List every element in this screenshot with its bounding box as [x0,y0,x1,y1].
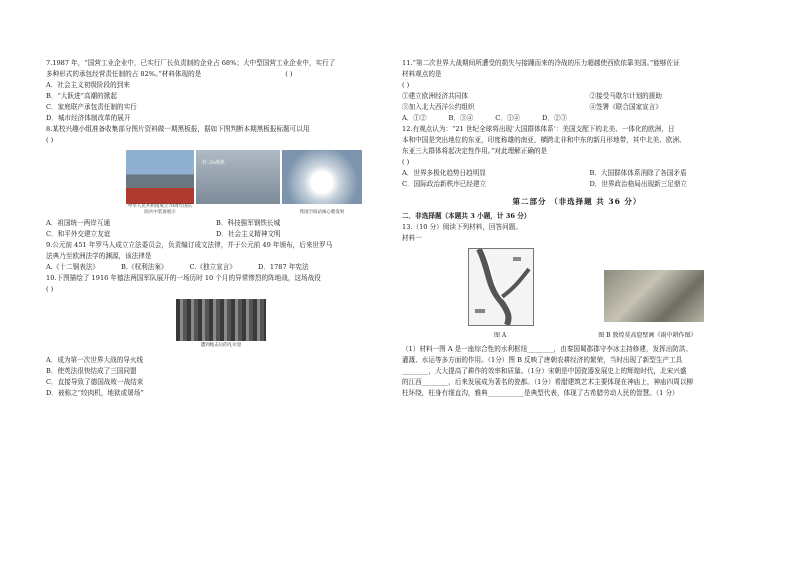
verdun-caption: 遭到炮击后的凡尔登 [200,343,242,348]
q13-text-line4: 的江西________，后来发展成为著名的瓷都。（1分）希腊建筑艺术主要体现在神庙上，神庙四周以柳 [402,378,694,386]
q8-option-c[interactable]: C．和平外交建立友谊 [46,230,111,238]
q10-option-a[interactable]: A．成为第一次世界大战的导火线 [46,356,144,364]
q11-item-3: ③加入北大西洋公约组织 [402,103,475,111]
fighter-jet-image [196,150,280,204]
q7-paren: ( ) [285,70,293,78]
q13-figure-captions [402,330,752,341]
q8-option-b[interactable]: B．科技强军钢铁长城 [216,219,281,227]
q10-stem: 10.下图描绘了 1916 年德法两国军队展开的一场历时 10 个月的异常惨烈的阵地战，这场战役 [46,274,321,282]
part2-subtitle: 二．非选择题（本题共 3 小题，计 36 分） [402,212,531,220]
q12-option-d[interactable]: D．世界政治格局出现新三足鼎立 [589,180,688,188]
q8-stem: 8.某校兴趣小组准备收集部分图片资料做一期黑板报，据如下图判断本期黑板报标题可以用 [46,125,310,133]
q9-option-c[interactable]: C.《独立宣言》 [189,263,236,271]
q8-options-row1 [46,218,386,229]
left-column [46,58,386,399]
q7-stem-line1: 7.1987 年，“国营工业企业中，已实行厂长负责制的企业占 68%；大中型国营工业企业中，实行了 [46,59,336,67]
q11-item-4: ④签署《联合国家宣言》 [589,103,662,111]
fig-a-caption: 图 A [494,332,507,339]
q11-option-d[interactable]: D．②③ [542,114,568,122]
part2-title: 第二部分 （非选择题 共 36 分） [512,197,642,206]
q9-option-b[interactable]: B.《权利法案》 [121,263,168,271]
q10-option-d[interactable]: D．被称之“绞肉机，地狱或屠场” [46,389,144,397]
q11-options [402,113,752,124]
q7-stem-line2 [46,69,386,80]
q12-option-c[interactable]: C．国际政治新秩序已经建立 [402,180,487,188]
fighter-jet-label: 歼-20战机 [202,160,226,166]
q11-option-a[interactable]: A．①② [402,114,427,122]
q11-item-2: ②接受马歇尔计划的援助 [589,92,662,100]
q13-material-label: 材料一 [402,234,422,242]
q7-option-d[interactable]: D．城市经济体制改革的展开 [46,114,131,122]
q13-text-line1: （1）材料一图 A 是一座综合性的水利枢纽________，由秦国蜀郡郡守李冰主持修建，发挥出防洪、 [402,345,693,353]
fig-b-caption: 图 B 敦煌莫高窟壁画《雨中耕作图》 [598,332,697,339]
q12-option-a[interactable]: A．世界多极化趋势日趋明显 [402,169,486,177]
q10-option-c[interactable]: C．直接导致了德国战败一战结束 [46,378,144,386]
q11-paren: ( ) [402,81,410,89]
q9-stem-line2: 法典乃至欧洲法学的渊源，该法律是 [46,252,152,260]
q11-items-row2 [402,102,752,113]
q12-stem-line2: 本和中国是突出地位的东亚，印度称雄的南亚，横跨北非和中东的新月形地带，其中北美、欧洲、 [402,136,686,144]
dujiangyan-map [468,248,534,326]
q9-stem-line1: 9.公元前 451 年罗马人成立立法委员会，负责编订成文法律，并于公元前 49 年颁布，后来世罗马 [46,241,333,249]
right-column [402,58,752,399]
parade-caption: 中华人民共和国成立70周年国庆阅兵中装备展示 [127,204,193,215]
q12-option-b[interactable]: B．大国群体体系消除了各国矛盾 [589,169,687,177]
q11-item-1: ①建立欧洲经济共同体 [402,92,468,100]
q10-paren: ( ) [46,285,54,293]
q11-option-c[interactable]: C．①④ [495,114,521,122]
q12-options-row2 [402,179,752,190]
q7-option-b[interactable]: B．“大跃进”高潮的掀起 [46,92,117,100]
parade-image [126,150,194,215]
q13-stem: 13.（10 分）阅读下列材料，回答问题。 [402,223,522,231]
q8-option-a[interactable]: A．祖国统一两岸互通 [46,219,111,227]
q13-text-line3: ________，大大提高了耕作的效率和质量。（1分）宋朝是中国瓷器发展史上的辉煌时代，北宋兴盛 [402,367,687,375]
dunhuang-mural-image [604,270,704,322]
river-map-icon [469,249,533,325]
q7-option-c[interactable]: C．家庭联产承包责任制的实行 [46,103,137,111]
q8-image-row [126,150,386,215]
q12-stem-line3: 东亚三大群体将起决定性作用。”对此理解正确的是 [402,147,548,155]
q9-option-a[interactable]: A.《十二铜表法》 [46,263,100,271]
verdun-ruins-image [176,299,266,348]
q8-options-row2 [46,229,386,240]
q8-paren: ( ) [46,136,54,144]
q11-items-row1 [402,91,752,102]
q13-text-line2: 灌溉、水运等多方面的作用。（1分）图 B 反映了唐朝农耕经济的繁荣，当时出现了新型生产工具 [402,356,683,364]
rocket-launch-image [282,150,362,215]
q11-stem-line1: 11.“第二次世界大战期间所遭受的损失与接踵而来的冷战的压力超越使西欧依靠美国。”能够佐证 [402,59,680,67]
q12-stem-line1: 12.有观点认为：“21 世纪全球将出现‘大国群体体系’：美国支配下的北美、一体化的欧洲，日 [402,125,675,133]
q11-option-b[interactable]: B．③④ [448,114,474,122]
q9-options [46,262,386,273]
q9-option-d[interactable]: D．1787 年宪法 [258,263,309,271]
q13-figures [468,248,752,326]
q12-options-row1 [402,168,752,179]
q7-option-a[interactable]: A．社会主义初级阶段的到来 [46,81,130,89]
q7-stem-text: 多种形式的承包经营责任制的占 82%。”材料体现的是 [46,70,202,78]
q8-option-d[interactable]: D．社会主义精神文明 [216,230,281,238]
rocket-caption: 我国空间站核心舱发射 [299,210,345,215]
q13-text-line5: 柱环绕，柱身有细直沟，雅典___________是典型代表，体现了古希腊劳动人民的智慧。（1 分） [402,389,679,397]
q11-stem-line2: 材料观点的是 [402,70,442,78]
q10-option-b[interactable]: B．使英法很快结成了三国同盟 [46,367,137,375]
q12-paren: ( ) [402,158,410,166]
